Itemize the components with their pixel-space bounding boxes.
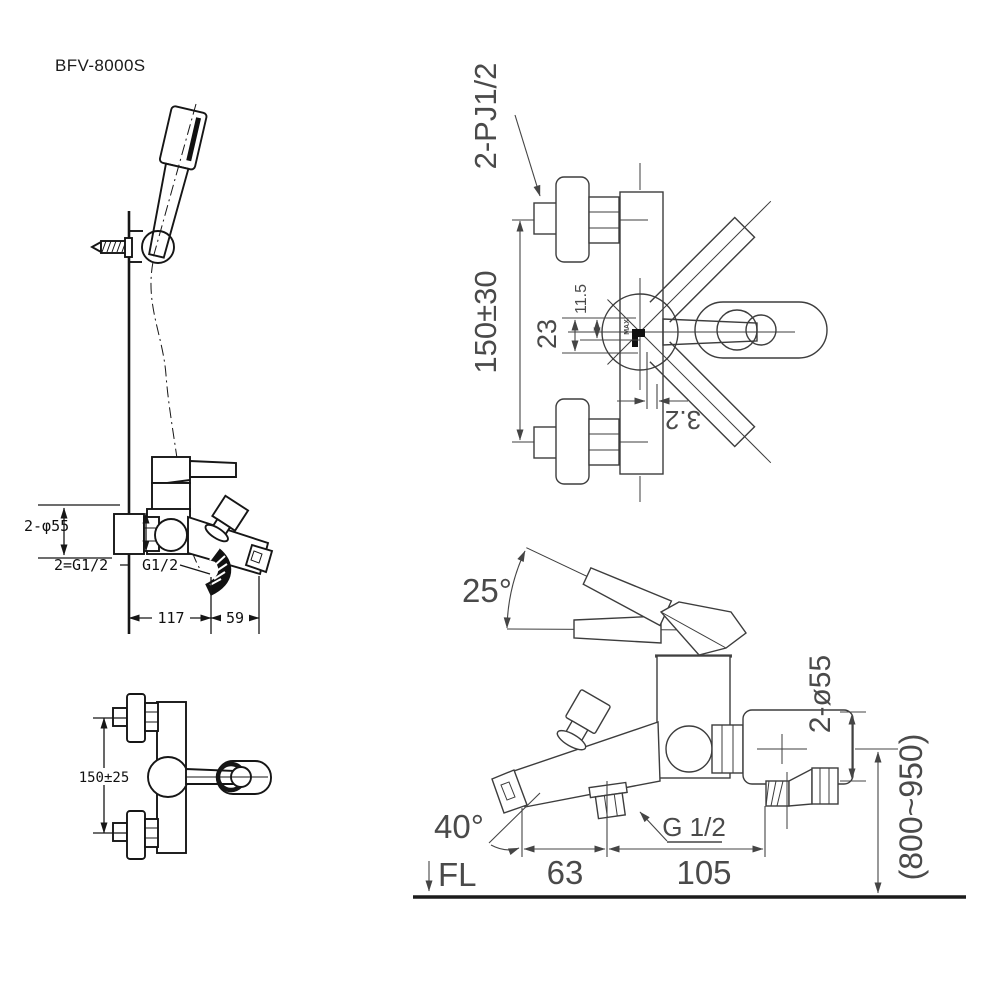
front-view-drawing <box>77 694 271 859</box>
handle-base <box>152 457 190 483</box>
thread-leader <box>515 115 540 196</box>
front-pitch-label: 150±25 <box>78 770 130 786</box>
dia-label: 2-φ55 <box>24 517 70 535</box>
screw-tip <box>92 242 101 252</box>
half-offset-label: 11.5 <box>573 284 590 314</box>
lever-ball-outer <box>717 310 757 350</box>
faucet-side <box>114 457 272 590</box>
lever-capsule-rotated <box>695 302 827 358</box>
dist-spout-label: 63 <box>546 854 584 891</box>
outlet-leader <box>180 565 210 574</box>
hand-shower <box>138 106 207 260</box>
thread-label: 2-PJ1/2 <box>468 62 503 170</box>
union-nut-install <box>712 725 743 773</box>
dist-wall-label: 105 <box>676 854 732 891</box>
gap-label: 3.2 <box>664 405 702 435</box>
height-label: (800~950) <box>893 733 929 881</box>
outlet-thread-label-install: G 1/2 <box>662 812 726 842</box>
depth-tip-label: 59 <box>225 609 245 627</box>
outlet-hex <box>595 793 625 819</box>
shower-handle <box>145 164 188 259</box>
wall-flange <box>114 514 144 554</box>
ball-joint-install <box>666 726 712 772</box>
shower-head <box>159 106 207 171</box>
body-upper <box>152 483 190 511</box>
bottom-flange <box>127 811 145 859</box>
elbow-hex <box>812 768 838 804</box>
floor-label: FL <box>438 856 477 893</box>
top-flange <box>127 694 145 742</box>
rotated-pitch-label: 150±30 <box>468 270 503 374</box>
depth-spout-label: 117 <box>157 609 185 627</box>
bottom-bolt <box>113 823 127 841</box>
lever-ball-inner <box>746 315 776 345</box>
wall-screw <box>92 238 132 257</box>
rotated-front-view-drawing <box>468 63 827 502</box>
lever-horizontal <box>574 616 661 643</box>
handle-lever <box>190 461 236 477</box>
ball-joint <box>155 519 187 551</box>
spray-angle-arc <box>491 845 519 850</box>
lower-flange <box>556 399 589 484</box>
flange-dia-label: 2-ø55 <box>804 654 837 734</box>
top-nut <box>145 703 158 731</box>
upper-nut <box>589 197 619 243</box>
offset-label: 23 <box>532 318 562 350</box>
lever-raised-outline <box>581 564 671 625</box>
max-label: MAX <box>624 319 631 335</box>
shower-outlet <box>589 783 630 820</box>
upper-bolt <box>534 203 557 234</box>
page-title: BFV-8000S <box>55 56 146 75</box>
lower-bolt <box>534 427 557 458</box>
installation-view-drawing <box>413 536 966 897</box>
outlet-thread-label: G1/2 <box>142 556 179 574</box>
wall-thread-label: 2=G1/2 <box>54 556 109 574</box>
upper-flange <box>556 177 589 262</box>
spray-angle-label: 40° <box>434 808 484 845</box>
screw-head <box>125 238 132 257</box>
handle-body <box>661 602 746 655</box>
lower-nut <box>589 419 619 465</box>
top-bolt <box>113 708 127 726</box>
side-view-drawing <box>24 104 272 634</box>
cartridge-circle <box>148 757 188 797</box>
bottom-nut <box>145 819 158 847</box>
spout-install <box>514 722 660 807</box>
handle-angle-label: 25° <box>462 572 512 609</box>
wall-thread-leader <box>120 565 129 574</box>
